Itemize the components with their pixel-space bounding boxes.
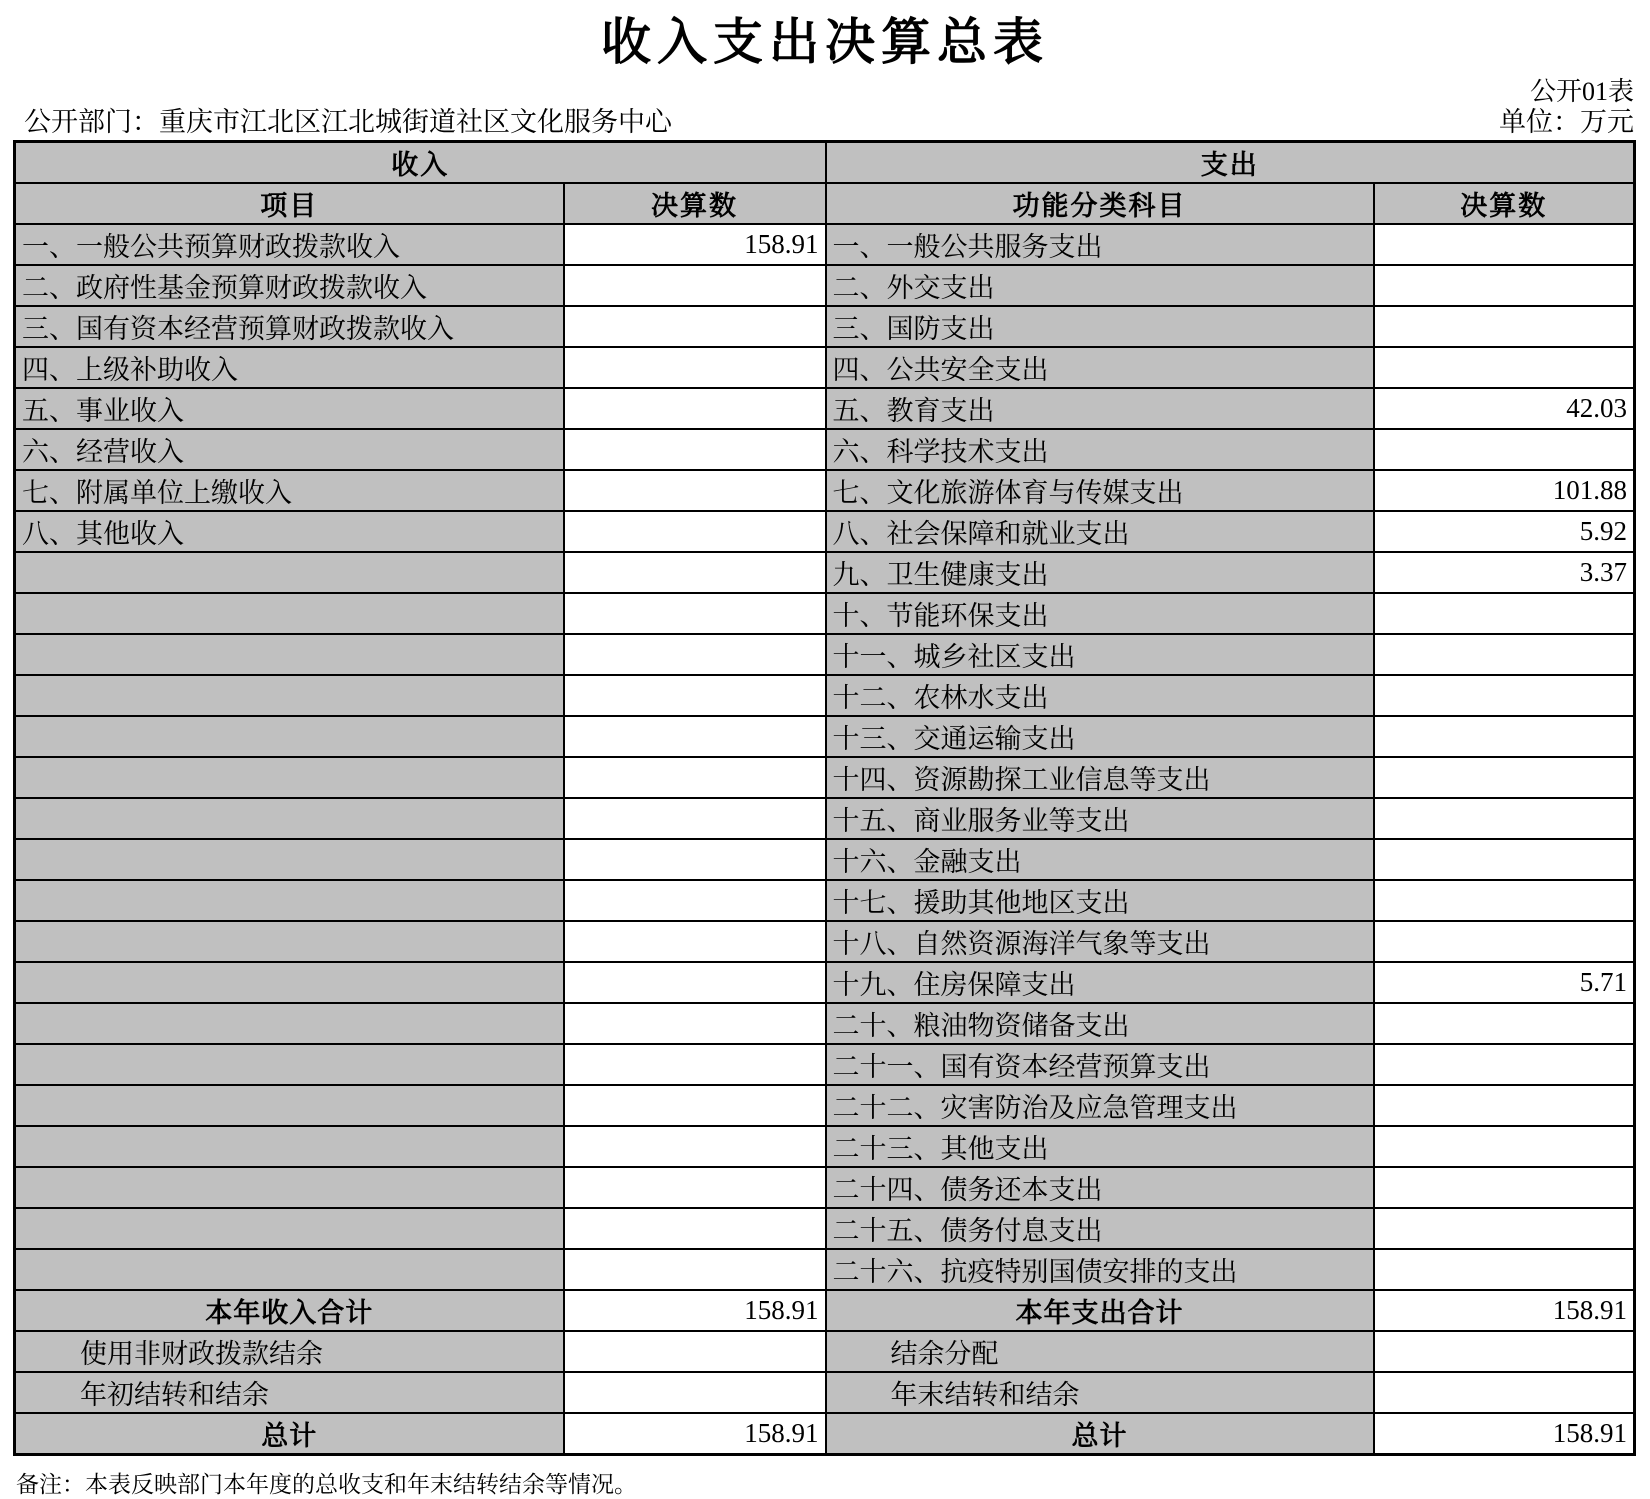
- expense-value-cell: [1374, 1208, 1635, 1249]
- income-item-cell: [15, 593, 564, 634]
- expense-value-cell: 5.92: [1374, 511, 1635, 552]
- expense-item-cell: 二十五、债务付息支出: [826, 1208, 1374, 1249]
- income-item-cell: [15, 757, 564, 798]
- income-value-cell: [564, 880, 826, 921]
- income-value-cell: [564, 1167, 826, 1208]
- expense-item-cell: 二十三、其他支出: [826, 1126, 1374, 1167]
- income-item-cell: 使用非财政拨款结余: [15, 1331, 564, 1372]
- income-item-cell: [15, 552, 564, 593]
- expense-value-cell: [1374, 1372, 1635, 1413]
- expense-value-cell: [1374, 224, 1635, 265]
- section-header-row: [15, 141, 1635, 183]
- income-item-cell: [15, 1208, 564, 1249]
- expense-value-cell: [1374, 593, 1635, 634]
- income-item-cell: 三、国有资本经营预算财政拨款收入: [15, 306, 564, 347]
- table-row: [15, 675, 1635, 716]
- income-value-cell: [564, 1208, 826, 1249]
- expense-value-cell: [1374, 634, 1635, 675]
- income-value-cell: 158.91: [564, 1413, 826, 1455]
- income-item-cell: [15, 1126, 564, 1167]
- income-value-cell: [564, 675, 826, 716]
- column-header-row: [15, 183, 1635, 224]
- table-head: [15, 141, 1635, 224]
- income-item-cell: [15, 1085, 564, 1126]
- table-row: [15, 880, 1635, 921]
- income-value-cell: [564, 962, 826, 1003]
- expense-item-cell: 六、科学技术支出: [826, 429, 1374, 470]
- income-item-cell: [15, 716, 564, 757]
- table-row: [15, 1331, 1635, 1372]
- income-value-cell: [564, 634, 826, 675]
- expense-value-cell: [1374, 306, 1635, 347]
- income-value-cell: [564, 1003, 826, 1044]
- expense-item-cell: 十一、城乡社区支出: [826, 634, 1374, 675]
- table-row: [15, 1003, 1635, 1044]
- table-row: [15, 1126, 1635, 1167]
- table-row: [15, 224, 1635, 265]
- expense-item-cell: 十六、金融支出: [826, 839, 1374, 880]
- income-value-cell: 158.91: [564, 224, 826, 265]
- expense-item-cell: 二十六、抗疫特别国债安排的支出: [826, 1249, 1374, 1290]
- income-value-cell: [564, 1085, 826, 1126]
- budget-table: [13, 140, 1636, 1456]
- income-value-cell: [564, 1044, 826, 1085]
- income-item-cell: [15, 962, 564, 1003]
- expense-item-cell: 五、教育支出: [826, 388, 1374, 429]
- income-value-cell: [564, 798, 826, 839]
- expense-item-cell: 十三、交通运输支出: [826, 716, 1374, 757]
- table-row: [15, 1167, 1635, 1208]
- income-item-cell: [15, 1167, 564, 1208]
- expense-value-cell: 5.71: [1374, 962, 1635, 1003]
- expense-item-cell: 九、卫生健康支出: [826, 552, 1374, 593]
- income-item-cell: [15, 1044, 564, 1085]
- expense-value-cell: [1374, 1126, 1635, 1167]
- income-item-cell: [15, 634, 564, 675]
- income-item-cell: 四、上级补助收入: [15, 347, 564, 388]
- expense-value-cell: [1374, 347, 1635, 388]
- income-value-cell: [564, 265, 826, 306]
- income-item-cell: [15, 798, 564, 839]
- income-value-cell: [564, 839, 826, 880]
- expense-item-cell: 一、一般公共服务支出: [826, 224, 1374, 265]
- income-item-cell: 二、政府性基金预算财政拨款收入: [15, 265, 564, 306]
- expense-item-cell: 本年支出合计: [826, 1290, 1374, 1331]
- expense-item-cell: 二十、粮油物资储备支出: [826, 1003, 1374, 1044]
- income-section-header: 收入: [15, 141, 826, 183]
- income-item-cell: 一、一般公共预算财政拨款收入: [15, 224, 564, 265]
- expense-value-cell: 3.37: [1374, 552, 1635, 593]
- table-row: [15, 1372, 1635, 1413]
- table-row: [15, 552, 1635, 593]
- income-item-cell: [15, 1249, 564, 1290]
- expense-item-cell: 十二、农林水支出: [826, 675, 1374, 716]
- expense-item-cell: 总计: [826, 1413, 1374, 1455]
- expense-value-cell: 158.91: [1374, 1413, 1635, 1455]
- expense-section-header: 支出: [826, 141, 1635, 183]
- table-row: [15, 962, 1635, 1003]
- expense-value-cell: [1374, 921, 1635, 962]
- table-row: [15, 1044, 1635, 1085]
- table-row: [15, 470, 1635, 511]
- table-row: [15, 1085, 1635, 1126]
- income-value-cell: [564, 306, 826, 347]
- income-item-cell: [15, 921, 564, 962]
- expense-value-cell: [1374, 1249, 1635, 1290]
- income-value-cell: [564, 388, 826, 429]
- table-row: [15, 511, 1635, 552]
- income-value-cell: [564, 552, 826, 593]
- expense-value-cell: 158.91: [1374, 1290, 1635, 1331]
- expense-value-cell: 42.03: [1374, 388, 1635, 429]
- table-row: [15, 757, 1635, 798]
- expense-item-cell: 七、文化旅游体育与传媒支出: [826, 470, 1374, 511]
- income-item-cell: 六、经营收入: [15, 429, 564, 470]
- table-row: [15, 593, 1635, 634]
- expense-value-cell: [1374, 1167, 1635, 1208]
- expense-item-cell: 年末结转和结余: [826, 1372, 1374, 1413]
- table-row: [15, 429, 1635, 470]
- table-row: [15, 716, 1635, 757]
- expense-value-cell: [1374, 265, 1635, 306]
- expense-value-cell: [1374, 675, 1635, 716]
- page-title: 收入支出决算总表: [601, 14, 1049, 70]
- expense-item-cell: 二十四、债务还本支出: [826, 1167, 1374, 1208]
- income-item-cell: 总计: [15, 1413, 564, 1455]
- table-row: [15, 634, 1635, 675]
- footnote: 备注：本表反映部门本年度的总收支和年末结转结余等情况。: [16, 1471, 637, 1497]
- income-item-cell: 本年收入合计: [15, 1290, 564, 1331]
- income-value-cell: [564, 470, 826, 511]
- expense-item-header: 功能分类科目: [826, 183, 1374, 224]
- expense-item-cell: 十九、住房保障支出: [826, 962, 1374, 1003]
- expense-item-cell: 结余分配: [826, 1331, 1374, 1372]
- expense-value-cell: [1374, 880, 1635, 921]
- meta-row: [0, 107, 1650, 140]
- expense-item-cell: 三、国防支出: [826, 306, 1374, 347]
- table-row: [15, 265, 1635, 306]
- income-item-cell: 七、附属单位上缴收入: [15, 470, 564, 511]
- expense-item-cell: 十五、商业服务业等支出: [826, 798, 1374, 839]
- income-value-cell: [564, 757, 826, 798]
- income-item-cell: [15, 880, 564, 921]
- table-row: [15, 921, 1635, 962]
- expense-value-cell: [1374, 1331, 1635, 1372]
- income-value-cell: [564, 716, 826, 757]
- table-row: [15, 1290, 1635, 1331]
- expense-item-cell: 八、社会保障和就业支出: [826, 511, 1374, 552]
- income-value-cell: [564, 921, 826, 962]
- table-row: [15, 839, 1635, 880]
- income-value-cell: [564, 1126, 826, 1167]
- income-value-cell: [564, 1372, 826, 1413]
- table-row: [15, 1413, 1635, 1455]
- table-row: [15, 347, 1635, 388]
- table-row: [15, 798, 1635, 839]
- income-value-cell: [564, 593, 826, 634]
- table-body: [15, 224, 1635, 1455]
- expense-item-cell: 四、公共安全支出: [826, 347, 1374, 388]
- income-value-cell: 158.91: [564, 1290, 826, 1331]
- income-item-cell: [15, 839, 564, 880]
- income-value-cell: [564, 1249, 826, 1290]
- income-value-cell: [564, 1331, 826, 1372]
- income-item-cell: 五、事业收入: [15, 388, 564, 429]
- unit-label: 单位：万元: [1499, 106, 1634, 137]
- expense-item-cell: 二、外交支出: [826, 265, 1374, 306]
- income-item-cell: 八、其他收入: [15, 511, 564, 552]
- income-item-cell: [15, 675, 564, 716]
- expense-value-cell: [1374, 1085, 1635, 1126]
- expense-item-cell: 十八、自然资源海洋气象等支出: [826, 921, 1374, 962]
- department-label: 公开部门：重庆市江北区江北城街道社区文化服务中心: [24, 106, 672, 137]
- expense-value-cell: 101.88: [1374, 470, 1635, 511]
- expense-value-cell: [1374, 1003, 1635, 1044]
- expense-value-cell: [1374, 429, 1635, 470]
- income-value-cell: [564, 347, 826, 388]
- expense-item-cell: 二十二、灾害防治及应急管理支出: [826, 1085, 1374, 1126]
- table-code: 公开01表: [1529, 77, 1634, 106]
- expense-item-cell: 二十一、国有资本经营预算支出: [826, 1044, 1374, 1085]
- expense-item-cell: 十四、资源勘探工业信息等支出: [826, 757, 1374, 798]
- expense-value-header: 决算数: [1374, 183, 1635, 224]
- table-row: [15, 388, 1635, 429]
- expense-value-cell: [1374, 757, 1635, 798]
- income-value-cell: [564, 429, 826, 470]
- expense-item-cell: 十、节能环保支出: [826, 593, 1374, 634]
- table-row: [15, 1249, 1635, 1290]
- income-item-header: 项目: [15, 183, 564, 224]
- expense-value-cell: [1374, 839, 1635, 880]
- table-row: [15, 306, 1635, 347]
- expense-value-cell: [1374, 1044, 1635, 1085]
- table-row: [15, 1208, 1635, 1249]
- expense-value-cell: [1374, 798, 1635, 839]
- expense-value-cell: [1374, 716, 1635, 757]
- income-value-header: 决算数: [564, 183, 826, 224]
- income-item-cell: [15, 1003, 564, 1044]
- expense-item-cell: 十七、援助其他地区支出: [826, 880, 1374, 921]
- income-item-cell: 年初结转和结余: [15, 1372, 564, 1413]
- income-value-cell: [564, 511, 826, 552]
